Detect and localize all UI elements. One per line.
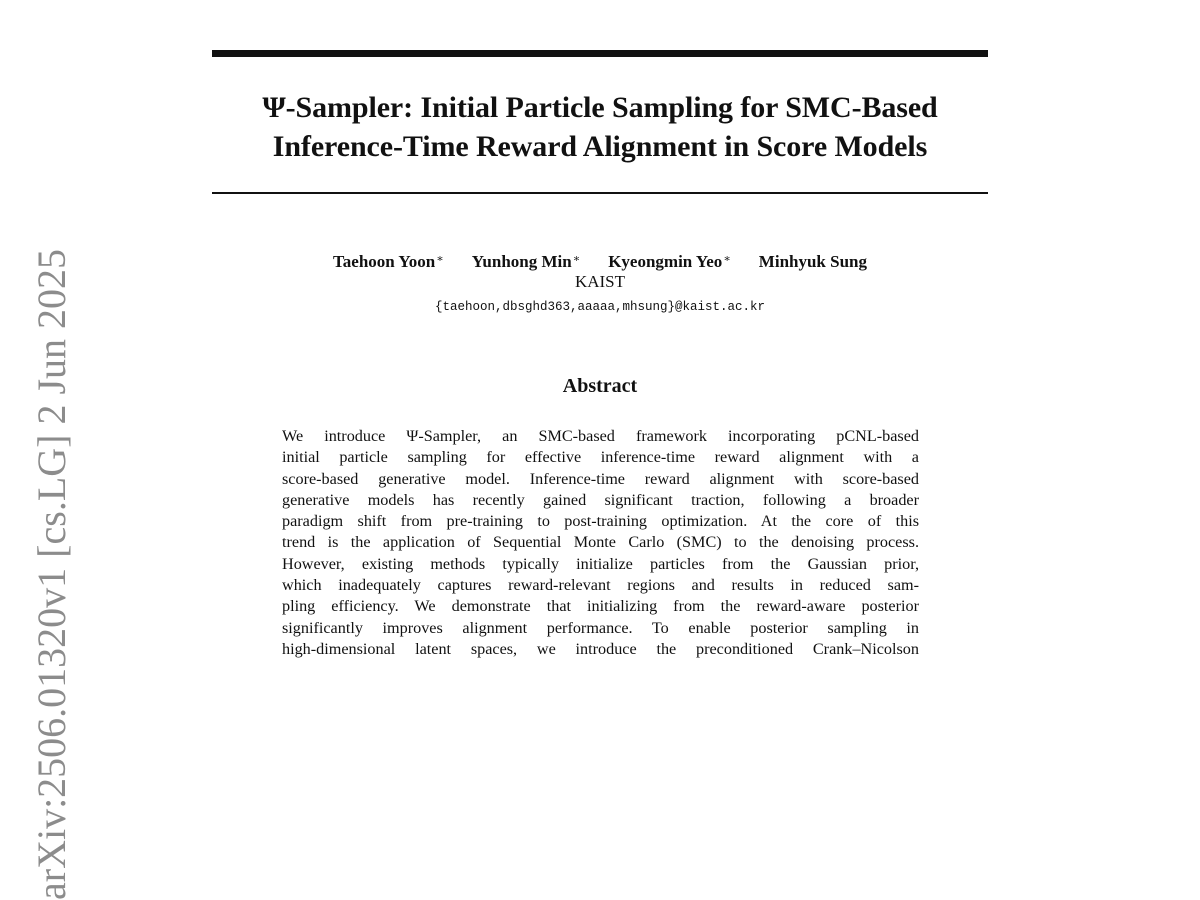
author-3	[608, 249, 731, 272]
author-2	[472, 249, 581, 272]
equal-contribution-mark: ∗	[723, 253, 731, 265]
author-name: Kyeongmin Yeo	[608, 252, 723, 271]
abstract-line: high-dimensional latent spaces, we introduce the preconditioned Crank–Nicolson	[282, 639, 919, 658]
arxiv-identifier-stamp	[24, 248, 80, 900]
abstract-body	[282, 426, 919, 658]
title-bottom-rule	[212, 192, 988, 194]
paper-title-line-2: Inference-Time Reward Alignment in Score Models	[272, 130, 928, 163]
abstract-line: significantly improves alignment performance. To enable posterior sampling in	[282, 618, 919, 637]
paper-title	[212, 88, 988, 166]
author-list	[212, 249, 988, 272]
abstract-line: We introduce Ψ-Sampler, an SMC-based framework incorporating pCNL-based	[282, 427, 919, 445]
title-top-rule	[212, 50, 988, 57]
author-4	[759, 252, 867, 272]
equal-contribution-mark: ∗	[436, 253, 444, 265]
abstract-line: which inadequately captures reward-relevant regions and results in reduced sam-	[282, 576, 919, 595]
abstract-line: initial particle sampling for effective inference-time reward alignment with a	[282, 448, 919, 467]
equal-contribution-mark: ∗	[572, 253, 581, 265]
author-emails: {taehoon,dbsghd363,aaaaa,mhsung}@kaist.ac.kr	[434, 300, 766, 314]
abstract-line: paradigm shift from pre-training to post-training optimization. At the core of this	[282, 512, 919, 531]
abstract-line: score-based generative model. Inference-time reward alignment with score-based	[282, 469, 919, 488]
author-affiliation: KAIST	[574, 272, 626, 291]
abstract-line: trend is the application of Sequential Monte Carlo (SMC) to the denoising process.	[282, 533, 919, 552]
arxiv-identifier-text: arXiv:2506.01320v1 [cs.LG] 2 Jun 2025	[29, 248, 74, 900]
abstract-line: However, existing methods typically initialize particles from the Gaussian prior,	[282, 554, 919, 573]
abstract-line: generative models has recently gained significant traction, following a broader	[282, 490, 919, 509]
author-name: Minhyuk Sung	[758, 252, 867, 271]
author-name: Yunhong Min	[471, 252, 572, 271]
abstract-heading: Abstract	[562, 375, 638, 397]
author-1	[333, 249, 444, 272]
paper-title-line-1: Ψ-Sampler: Initial Particle Sampling for SMC-Based	[262, 91, 938, 124]
author-name: Taehoon Yoon	[333, 252, 436, 271]
abstract-line: pling efficiency. We demonstrate that initializing from the reward-aware posterior	[282, 597, 919, 616]
